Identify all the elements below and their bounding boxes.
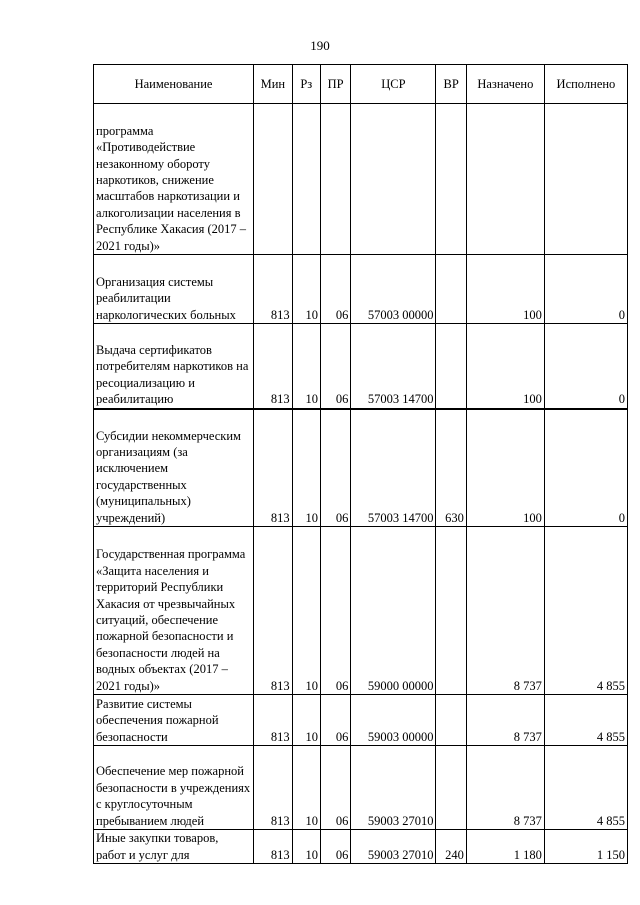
row-min: 813 xyxy=(254,746,293,830)
row-min: 813 xyxy=(254,409,293,527)
row-executed xyxy=(544,104,627,255)
row-vr xyxy=(436,527,466,695)
row-pr: 06 xyxy=(320,255,350,324)
row-name: Субсидии некоммерческим организациям (за исключением государственных (муниципальных) учреждений) xyxy=(94,409,254,527)
header-assigned: Назначено xyxy=(466,65,544,104)
row-vr: 630 xyxy=(436,409,466,527)
row-assigned xyxy=(466,104,544,255)
page-number: 190 xyxy=(310,38,330,53)
table-row xyxy=(94,409,628,527)
row-vr xyxy=(436,695,466,746)
row-min: 813 xyxy=(254,695,293,746)
row-min: 813 xyxy=(254,324,293,409)
row-min: 813 xyxy=(254,830,293,864)
row-csr: 59003 27010 xyxy=(351,830,436,864)
row-executed: 4 855 xyxy=(544,695,627,746)
row-pr xyxy=(320,104,350,255)
row-csr: 59000 00000 xyxy=(351,527,436,695)
row-executed: 4 855 xyxy=(544,746,627,830)
header-rz: Рз xyxy=(292,65,320,104)
row-vr xyxy=(436,255,466,324)
row-executed: 0 xyxy=(544,255,627,324)
row-name: Государственная программа «Защита населения и территорий Республики Хакасия от чрезвычайных ситуаций, обеспечение пожарной безопасности и безопасности людей на водных объектах (2017 – 2021 годы)» xyxy=(94,527,254,695)
row-pr: 06 xyxy=(320,409,350,527)
row-name: Выдача сертификатов потребителям наркотиков на ресоциализацию и реабилитацию xyxy=(94,324,254,409)
row-min: 813 xyxy=(254,527,293,695)
table-row xyxy=(94,746,628,830)
row-name: Иные закупки товаров, работ и услуг для xyxy=(94,830,254,864)
row-assigned: 1 180 xyxy=(466,830,544,864)
row-assigned: 8 737 xyxy=(466,695,544,746)
row-rz: 10 xyxy=(292,409,320,527)
row-csr: 59003 00000 xyxy=(351,695,436,746)
row-pr: 06 xyxy=(320,324,350,409)
row-vr xyxy=(436,104,466,255)
row-vr xyxy=(436,746,466,830)
row-rz: 10 xyxy=(292,746,320,830)
row-executed: 0 xyxy=(544,409,627,527)
table-row xyxy=(94,695,628,746)
table-row xyxy=(94,255,628,324)
header-pr: ПР xyxy=(320,65,350,104)
row-csr xyxy=(351,104,436,255)
row-executed: 4 855 xyxy=(544,527,627,695)
row-rz: 10 xyxy=(292,830,320,864)
row-executed: 0 xyxy=(544,324,627,409)
header-vr: ВР xyxy=(436,65,466,104)
row-min: 813 xyxy=(254,255,293,324)
row-csr: 57003 00000 xyxy=(351,255,436,324)
row-name: Организация системы реабилитации наркологических больных xyxy=(94,255,254,324)
table-header-row xyxy=(94,65,628,104)
budget-table xyxy=(93,64,628,864)
row-pr: 06 xyxy=(320,695,350,746)
row-name: Обеспечение мер пожарной безопасности в учреждениях с круглосуточным пребыванием людей xyxy=(94,746,254,830)
table-row xyxy=(94,527,628,695)
row-assigned: 100 xyxy=(466,409,544,527)
header-name: Наименование xyxy=(94,65,254,104)
row-csr: 57003 14700 xyxy=(351,409,436,527)
row-rz: 10 xyxy=(292,255,320,324)
row-pr: 06 xyxy=(320,830,350,864)
row-csr: 57003 14700 xyxy=(351,324,436,409)
row-assigned: 100 xyxy=(466,324,544,409)
row-vr xyxy=(436,324,466,409)
table-row xyxy=(94,830,628,864)
row-csr: 59003 27010 xyxy=(351,746,436,830)
header-min: Мин xyxy=(254,65,293,104)
row-assigned: 8 737 xyxy=(466,746,544,830)
row-rz xyxy=(292,104,320,255)
row-executed: 1 150 xyxy=(544,830,627,864)
row-assigned: 8 737 xyxy=(466,527,544,695)
row-rz: 10 xyxy=(292,324,320,409)
row-rz: 10 xyxy=(292,527,320,695)
row-rz: 10 xyxy=(292,695,320,746)
row-assigned: 100 xyxy=(466,255,544,324)
row-name: программа «Противодействие незаконному обороту наркотиков, снижение масштабов наркотизации и алкоголизации населения в Республике Хакасия (2017 – 2021 годы)» xyxy=(94,104,254,255)
row-name: Развитие системы обеспечения пожарной безопасности xyxy=(94,695,254,746)
row-min xyxy=(254,104,293,255)
header-executed: Исполнено xyxy=(544,65,627,104)
table-row xyxy=(94,104,628,255)
row-vr: 240 xyxy=(436,830,466,864)
row-pr: 06 xyxy=(320,746,350,830)
row-pr: 06 xyxy=(320,527,350,695)
header-csr: ЦСР xyxy=(351,65,436,104)
table-row xyxy=(94,324,628,409)
